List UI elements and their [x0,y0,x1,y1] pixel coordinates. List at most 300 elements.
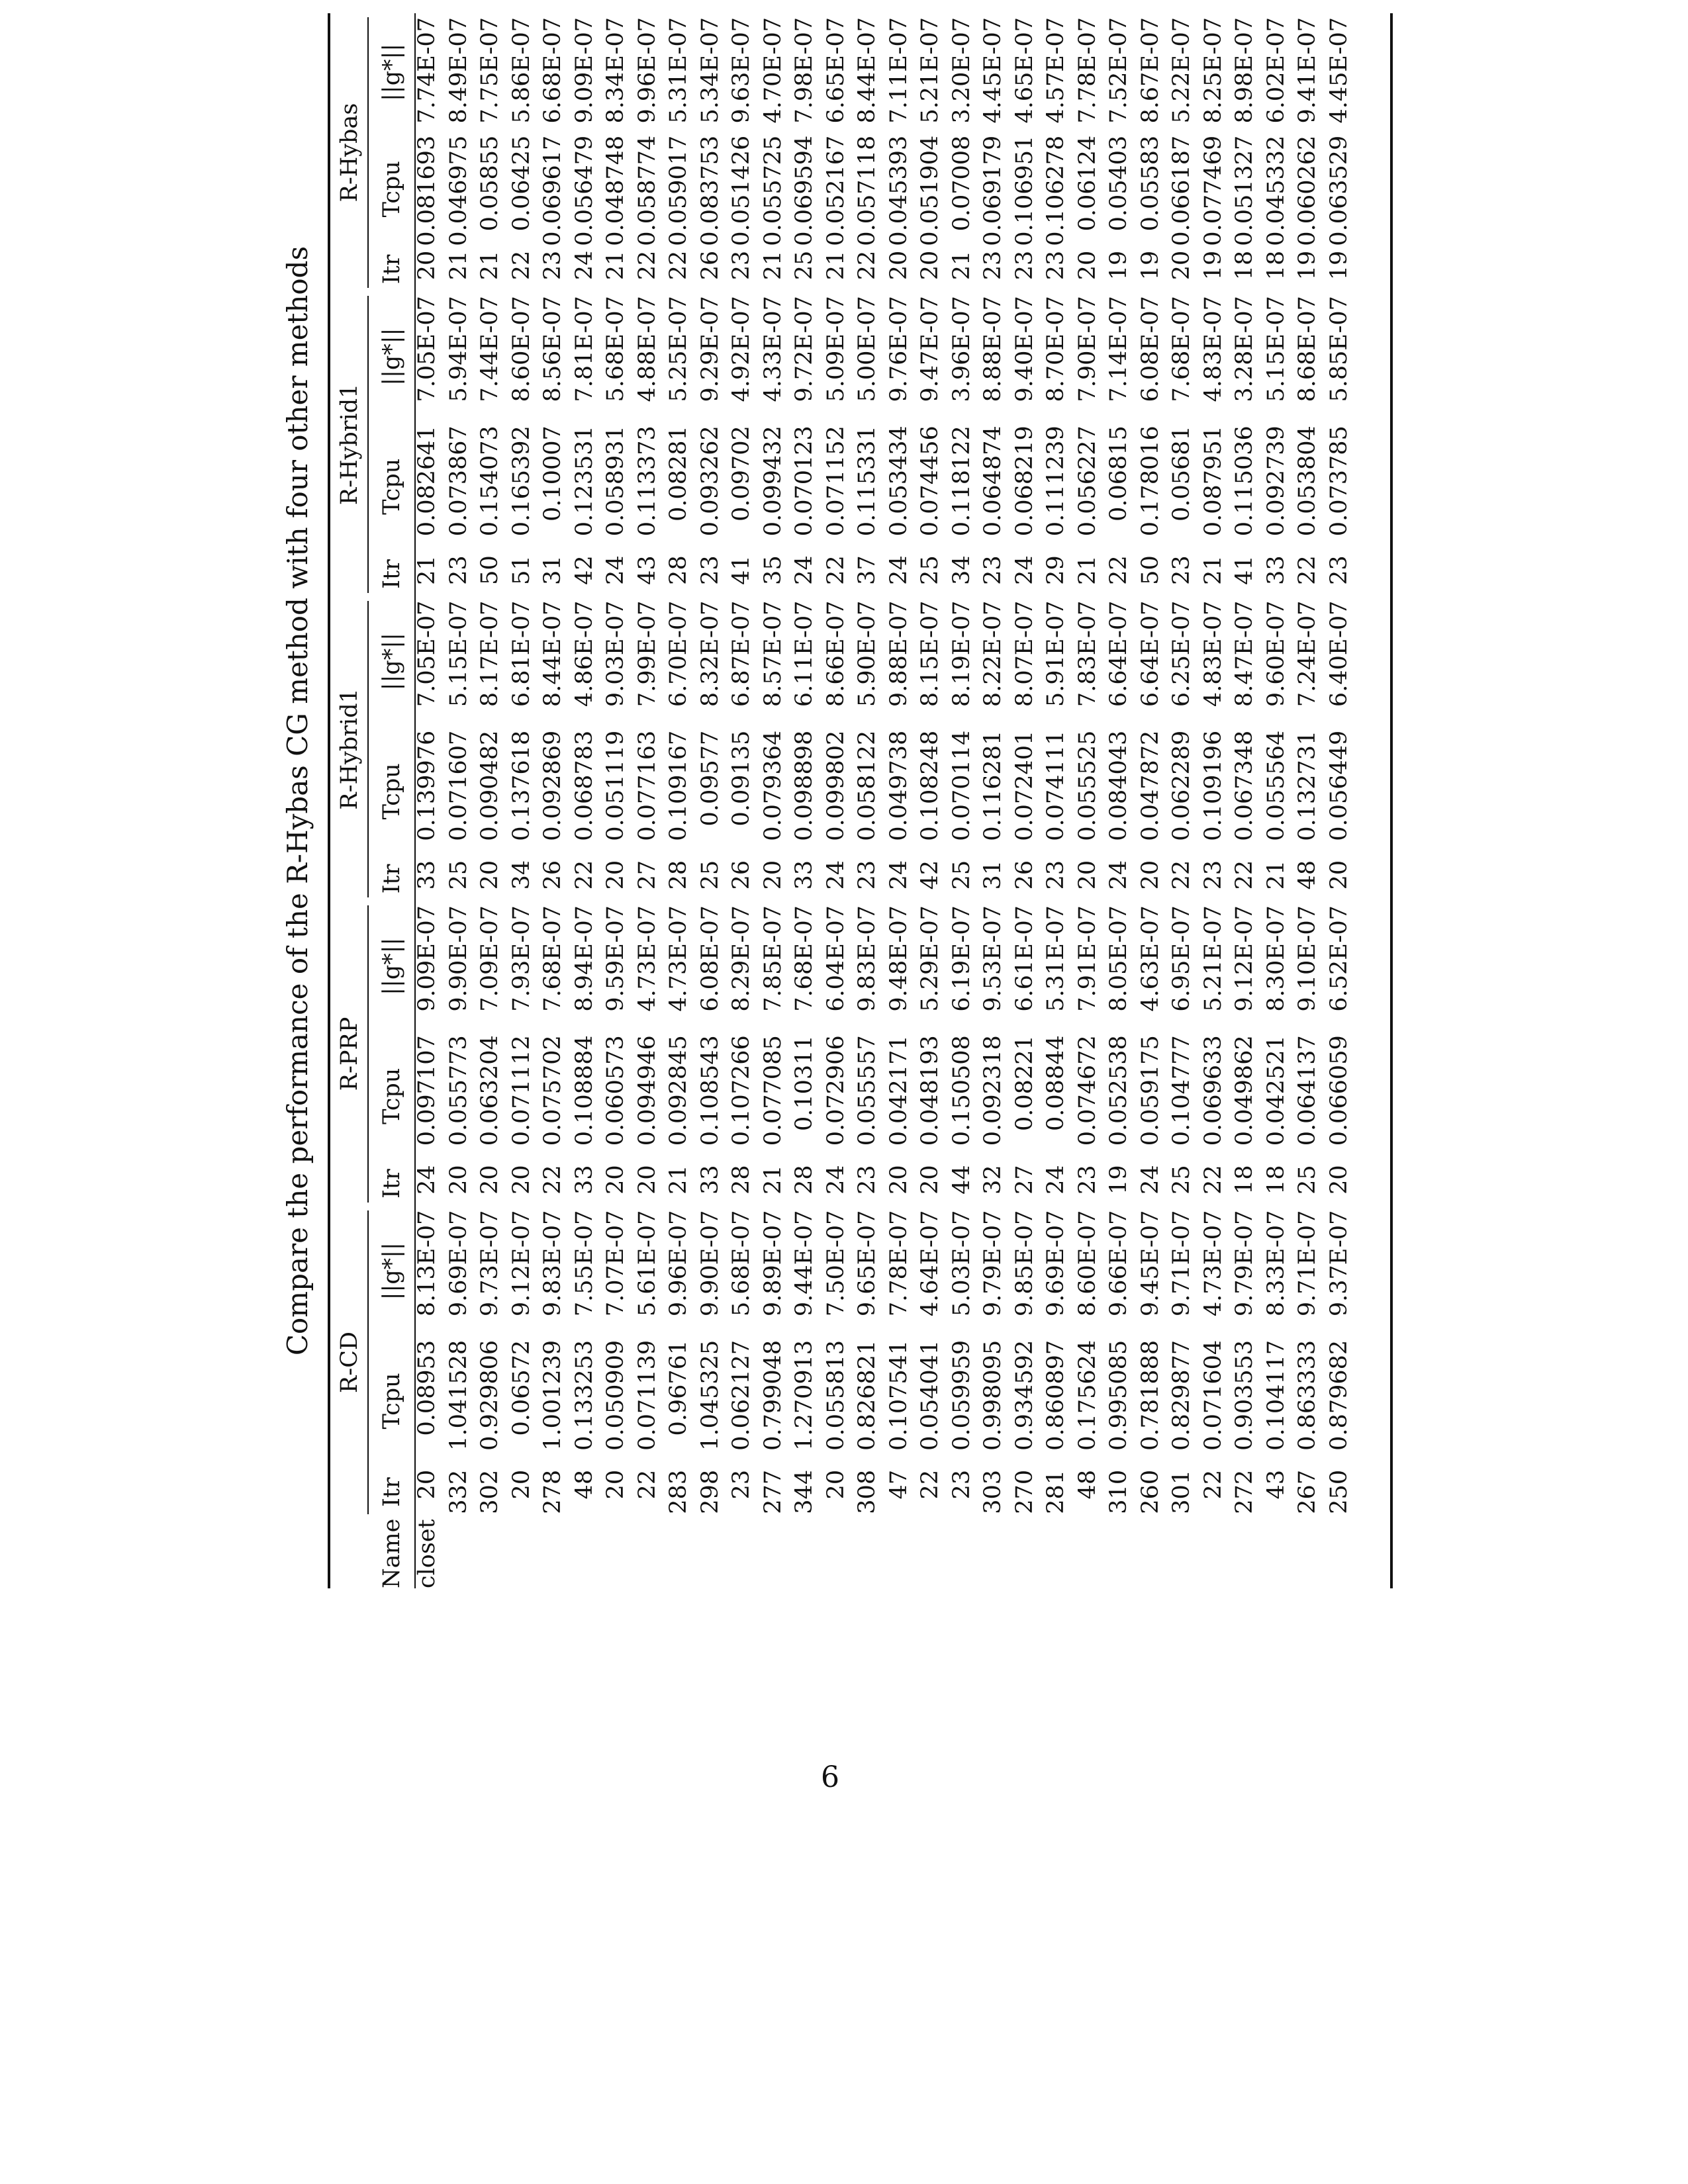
table-cell: 260 [1137,1469,1164,1514]
table-cell: 21 [665,1165,692,1195]
table-cell: 21 [602,250,629,281]
table-cell: 18 [1262,250,1289,281]
table-cell: 9.71E-07 [1294,1210,1321,1317]
table-cell: 0.084043 [1105,730,1132,841]
table-cell: 24 [1105,860,1132,890]
table-cell: 0.094946 [633,1035,661,1146]
table-cell: 20 [917,250,943,281]
table-cell: 0.069594 [791,135,818,246]
table-cell: 20 [822,1469,849,1500]
table-cell: 19 [1105,1165,1132,1195]
table-cell: 43 [633,555,661,585]
table-cell: 5.61E-07 [633,1210,661,1317]
table-row [600,13,632,1588]
table-cell: 23 [728,1469,755,1500]
table-cell: 0.175624 [1074,1340,1101,1451]
table-cell: 44 [948,1165,975,1195]
table-cell: 0.058774 [633,135,661,246]
table-cell: 0.995085 [1105,1340,1132,1451]
table-cell: 9.83E-07 [539,1210,566,1317]
row-name-cell [475,1518,506,1588]
table-cell: 0.057118 [854,135,880,246]
table-cell: 0.062127 [728,1340,755,1451]
table-cell: 0.042521 [1262,1035,1289,1146]
table-cell: 0.042171 [885,1035,912,1146]
table-cell: 22 [1105,555,1132,585]
table-row [947,13,978,1588]
itr-header: Itr [379,254,406,285]
table-row [978,13,1009,1588]
row-name-cell [789,1518,821,1588]
table-cell: 6.68E-07 [539,17,566,124]
group-header-row [332,13,373,1588]
table-cell: 9.79E-07 [1231,1210,1258,1317]
table-cell: 0.087951 [1199,426,1227,537]
table-cell: 0.055525 [1074,730,1101,841]
table-cell: 0.059959 [948,1340,975,1451]
table-cell: 20 [1074,860,1101,890]
table-cell: 0.05681 [1168,426,1195,522]
table-cell: 20 [477,1165,503,1195]
table-cell: 21 [445,250,472,281]
row-name-cell [1324,1518,1356,1588]
table-cell: 42 [571,555,598,585]
rotated-table-block [278,0,1556,1588]
table-cell: 5.29E-07 [917,905,943,1012]
table-cell: 33 [791,860,818,890]
table-cell: 0.079364 [759,730,786,841]
row-name-cell [1135,1518,1167,1588]
table-cell: 9.79E-07 [980,1210,1006,1317]
table-cell: 0.068783 [571,730,598,841]
table-cell: 0.064137 [1294,1035,1321,1146]
table-cell: 20 [1325,860,1352,890]
table-cell: 9.10E-07 [1294,905,1321,1012]
table-cell: 0.108884 [571,1035,598,1146]
table-cell: 22 [1168,860,1195,890]
table-cell: 20 [445,1165,472,1195]
table-cell: 8.34E-07 [602,17,629,124]
table-body [412,13,1355,1588]
table-cell: 0.051426 [728,135,755,246]
table-cell: 0.08221 [1011,1035,1038,1131]
table-cell: 3.28E-07 [1231,296,1258,402]
table-cell: 19 [1199,250,1227,281]
table-cell: 6.02E-07 [1262,17,1289,124]
table-cell: 22 [1199,1165,1227,1195]
table-cell: 0.050909 [602,1340,629,1451]
table-cell: 0.071607 [445,730,472,841]
table-cell: 0.139976 [414,730,440,841]
table-cell: 0.074672 [1074,1035,1101,1146]
row-name-cell [852,1518,884,1588]
table-cell: 6.81E-07 [508,600,535,707]
table-cell: 5.31E-07 [1043,905,1069,1012]
table-cell: 0.051904 [917,135,943,246]
table-cell: 0.056479 [571,135,598,246]
table-cell: 0.099432 [759,426,786,537]
table-cell: 20 [1137,860,1164,890]
table-cell: 0.092318 [980,1035,1006,1146]
table-cell: 7.98E-07 [791,17,818,124]
table-cell: 9.37E-07 [1325,1210,1352,1317]
table-cell: 6.64E-07 [1105,600,1132,707]
table-cell: 7.68E-07 [539,905,566,1012]
tcpu-header: Tcpu [379,1068,406,1124]
table-cell: 0.098898 [791,730,818,841]
table-cell: 7.68E-07 [1168,296,1195,402]
table-cell: 0.048748 [602,135,629,246]
tcpu-header: Tcpu [379,763,406,820]
table-cell: 0.055725 [759,135,786,246]
table-cell: 20 [633,1165,661,1195]
table-cell: 4.33E-07 [759,296,786,402]
table-cell: 0.05583 [1137,135,1164,232]
table-cell: 0.137618 [508,730,535,841]
table-cell: 22 [822,555,849,585]
table-cell: 0.115036 [1231,426,1258,537]
group-header-rhybas: R-Hybas [332,13,373,292]
table-cell: 0.055557 [854,1035,880,1146]
table-cell: 9.85E-07 [1011,1210,1038,1317]
table-cell: 8.56E-07 [539,296,566,402]
table-cell: 8.44E-07 [539,600,566,707]
table-cell: 18 [1231,1165,1258,1195]
table-cell: 4.65E-07 [1011,17,1038,124]
table-cell: 24 [571,250,598,281]
table-cell: 20 [885,1165,912,1195]
table-cell: 22 [1199,1469,1227,1500]
table-cell: 9.63E-07 [728,17,755,124]
table-cell: 5.34E-07 [696,17,724,124]
table-cell: 9.90E-07 [696,1210,724,1317]
table-cell: 47 [885,1469,912,1500]
table-row [915,13,947,1588]
table-cell: 0.150508 [948,1035,975,1146]
row-name-cell [600,1518,632,1588]
table-cell: 0.09135 [728,730,755,827]
table-cell: 18 [1231,250,1258,281]
table-cell: 0.083753 [696,135,724,246]
table-cell: 0.077085 [759,1035,786,1146]
table-cell: 23 [854,860,880,890]
table-cell: 0.06425 [508,135,535,232]
table-cell: 0.123531 [571,426,598,537]
row-name-cell [1198,1518,1230,1588]
table-cell: 6.08E-07 [696,905,724,1012]
table-cell: 270 [1011,1469,1038,1514]
table-cell: 4.73E-07 [1199,1210,1227,1317]
table-row [695,13,727,1588]
table-row [663,13,695,1588]
table-cell: 277 [759,1469,786,1514]
table-cell: 0.058931 [602,426,629,537]
table-cell: 7.07E-07 [602,1210,629,1317]
table-row [758,13,790,1588]
table-cell: 0.073867 [445,426,472,537]
table-cell: 0.071112 [508,1035,535,1146]
row-name-cell [1166,1518,1198,1588]
gnorm-header: ||g*|| [379,937,406,995]
group-header-rcd: R-CD [332,1206,373,1519]
table-cell: 0.154073 [477,426,503,537]
table-cell: 7.55E-07 [571,1210,598,1317]
table-cell: 23 [1325,555,1352,585]
table-cell: 21 [822,250,849,281]
table-cell: 8.66E-07 [822,600,849,707]
table-cell: 23 [696,555,724,585]
table-cell: 0.062289 [1168,730,1195,841]
table-cell: 0.092739 [1262,426,1289,537]
table-cell: 9.47E-07 [917,296,943,402]
table-cell: 20 [1325,1165,1352,1195]
table-cell: 9.83E-07 [854,905,880,1012]
table-cell: 21 [1074,555,1101,585]
table-cell: 7.78E-07 [1074,17,1101,124]
table-cell: 303 [980,1469,1006,1514]
table-cell: 28 [665,555,692,585]
table-cell: 9.65E-07 [854,1210,880,1317]
table-cell: 267 [1294,1469,1321,1514]
table-cell: 34 [948,555,975,585]
table-cell: 8.29E-07 [728,905,755,1012]
table-cell: 8.57E-07 [759,600,786,707]
table-cell: 24 [1011,555,1038,585]
table-cell: 0.108248 [917,730,943,841]
table-cell: 0.863333 [1294,1340,1321,1451]
table-cell: 5.85E-07 [1325,296,1352,402]
table-cell: 1.001239 [539,1340,566,1451]
table-cell: 42 [917,860,943,890]
table-row [852,13,884,1588]
table-cell: 6.52E-07 [1325,905,1352,1012]
table-cell: 8.19E-07 [948,600,975,707]
table-cell: 31 [980,860,1006,890]
gnorm-header: ||g*|| [379,328,406,386]
table-cell: 24 [602,555,629,585]
row-name-cell: closet [414,1519,440,1588]
table-cell: 35 [759,555,786,585]
table-cell: 0.133253 [571,1340,598,1451]
table-cell: 22 [508,250,535,281]
table-cell: 23 [948,1469,975,1500]
table-cell: 51 [508,555,535,585]
table-cell: 50 [1137,555,1164,585]
table-cell: 18 [1262,1165,1289,1195]
table-cell: 0.106951 [1011,135,1038,246]
table-cell: 8.67E-07 [1137,17,1164,124]
table-row [538,13,569,1588]
table-cell: 8.17E-07 [477,600,503,707]
table-cell: 9.53E-07 [980,905,1006,1012]
table-cell: 0.074456 [917,426,943,537]
table-cell: 0.069617 [539,135,566,246]
table-cell: 301 [1168,1469,1195,1514]
table-cell: 4.83E-07 [1199,296,1227,402]
table-cell: 9.76E-07 [885,296,912,402]
table-cell: 1.041528 [445,1340,472,1451]
table-cell: 0.107541 [885,1340,912,1451]
table-cell: 25 [1168,1165,1195,1195]
row-name-cell [1009,1518,1041,1588]
table-cell: 9.40E-07 [1011,296,1038,402]
table-row [444,13,475,1588]
itr-header: Itr [379,559,406,589]
table-cell: 8.98E-07 [1231,17,1258,124]
table-cell: 0.054041 [917,1340,943,1451]
table-cell: 0.046975 [445,135,472,246]
table-cell: 0.099802 [822,730,849,841]
table-cell: 19 [1325,250,1352,281]
group-header-rhybrid1-a: R-Hybrid1 [332,597,373,902]
table-cell: 0.047872 [1137,730,1164,841]
table-cell: 0.05855 [477,135,503,232]
table-cell: 24 [822,1165,849,1195]
table-cell: 5.22E-07 [1168,17,1195,124]
table-cell: 0.060573 [602,1035,629,1146]
table-cell: 0.074111 [1043,730,1069,841]
table-cell: 4.45E-07 [980,17,1006,124]
table-cell: 0.108543 [696,1035,724,1146]
table-cell: 24 [822,860,849,890]
table-cell: 7.05E-07 [414,600,440,707]
table-cell: 0.051327 [1231,135,1258,246]
table-cell: 23 [1074,1165,1101,1195]
table-cell: 0.090482 [477,730,503,841]
table-cell: 0.104117 [1262,1340,1289,1451]
table-cell: 8.60E-07 [1074,1210,1101,1317]
table-cell: 5.00E-07 [854,296,880,402]
table-cell: 6.11E-07 [791,600,818,707]
table-cell: 310 [1105,1469,1132,1514]
table-cell: 23 [1168,555,1195,585]
gnorm-header: ||g*|| [379,633,406,691]
table-cell: 20 [602,1165,629,1195]
table-cell: 0.067348 [1231,730,1258,841]
table-row [632,13,664,1588]
table-cell: 23 [980,250,1006,281]
table-cell: 0.053434 [885,426,912,537]
table-row [1041,13,1072,1588]
table-cell: 9.72E-07 [791,296,818,402]
table-cell: 20 [602,860,629,890]
table-cell: 26 [1011,860,1038,890]
table-cell: 23 [1043,860,1069,890]
table-cell: 4.92E-07 [728,296,755,402]
table-cell: 9.09E-07 [414,905,440,1012]
table-cell: 0.058122 [854,730,880,841]
table-cell: 0.049862 [1231,1035,1258,1146]
tcpu-header: Tcpu [379,458,406,515]
table-cell: 0.118122 [948,426,975,537]
table-cell: 250 [1325,1469,1352,1514]
table-cell: 20 [508,1165,535,1195]
table-cell: 48 [1294,860,1321,890]
table-cell: 7.90E-07 [1074,296,1101,402]
table-cell: 22 [665,250,692,281]
table-cell: 22 [917,1469,943,1500]
table-cell: 0.055813 [822,1340,849,1451]
table-cell: 41 [1231,555,1258,585]
table-cell: 23 [1043,250,1069,281]
table-cell: 0.998095 [980,1340,1006,1451]
row-name-cell [915,1518,947,1588]
table-cell: 0.063529 [1325,135,1352,246]
table-cell: 20 [1074,250,1101,281]
table-cell: 0.064874 [980,426,1006,537]
table-cell: 8.47E-07 [1231,600,1258,707]
table-cell: 3.20E-07 [948,17,975,124]
table-cell: 0.104777 [1168,1035,1195,1146]
table-cell: 24 [885,860,912,890]
table-cell: 0.066187 [1168,135,1195,246]
table-cell: 4.73E-07 [665,905,692,1012]
table-cell: 6.40E-07 [1325,600,1352,707]
table-cell: 43 [1262,1469,1289,1500]
table-cell: 7.05E-07 [414,296,440,402]
table-row [1135,13,1167,1588]
table-cell: 8.60E-07 [508,296,535,402]
table-cell: 0.06815 [1105,426,1132,522]
table-cell: 22 [571,860,598,890]
row-name-cell [1072,1518,1104,1588]
table-cell: 0.96761 [665,1340,692,1436]
table-cell: 0.092869 [539,730,566,841]
table-cell: 278 [539,1469,566,1514]
table-cell: 8.44E-07 [854,17,880,124]
table-cell: 0.929806 [477,1340,503,1451]
table-cell: 21 [759,1165,786,1195]
table-cell: 0.068219 [1011,426,1038,537]
table-cell: 9.60E-07 [1262,600,1289,707]
table-cell: 9.03E-07 [602,600,629,707]
table-caption: Compare the performance of the R-Hybas CG method with four other methods [281,246,314,1356]
table-cell: 5.21E-07 [917,17,943,124]
table-row [1229,13,1261,1588]
table-cell: 22 [1231,860,1258,890]
table-cell: 22 [1294,555,1321,585]
table-cell: 25 [948,860,975,890]
table-cell: 0.049738 [885,730,912,841]
table-row [475,13,506,1588]
table-cell: 302 [477,1469,503,1514]
table-cell: 8.94E-07 [571,905,598,1012]
table-cell: 4.63E-07 [1137,905,1164,1012]
gnorm-header: ||g*|| [379,1242,406,1300]
table-cell: 41 [728,555,755,585]
table-cell: 23 [445,555,472,585]
table-cell: 0.053804 [1294,426,1321,537]
table-cell: 0.093262 [696,426,724,537]
table-cell: 28 [728,1165,755,1195]
table-cell: 21 [477,250,503,281]
table-row [726,13,758,1588]
table-cell: 272 [1231,1469,1258,1514]
table-row [1072,13,1104,1588]
table-cell: 7.14E-07 [1105,296,1132,402]
table-cell: 283 [665,1469,692,1514]
table-cell: 0.056227 [1074,426,1101,537]
table-cell: 7.99E-07 [633,600,661,707]
table-cell: 0.08844 [1043,1035,1069,1131]
table-cell: 6.87E-07 [728,600,755,707]
table-cell: 7.52E-07 [1105,17,1132,124]
table-row [1198,13,1230,1588]
table-cell: 0.075702 [539,1035,566,1146]
table-cell: 0.071152 [822,426,849,537]
table-cell: 5.91E-07 [1043,600,1069,707]
table-cell: 0.829877 [1168,1340,1195,1451]
